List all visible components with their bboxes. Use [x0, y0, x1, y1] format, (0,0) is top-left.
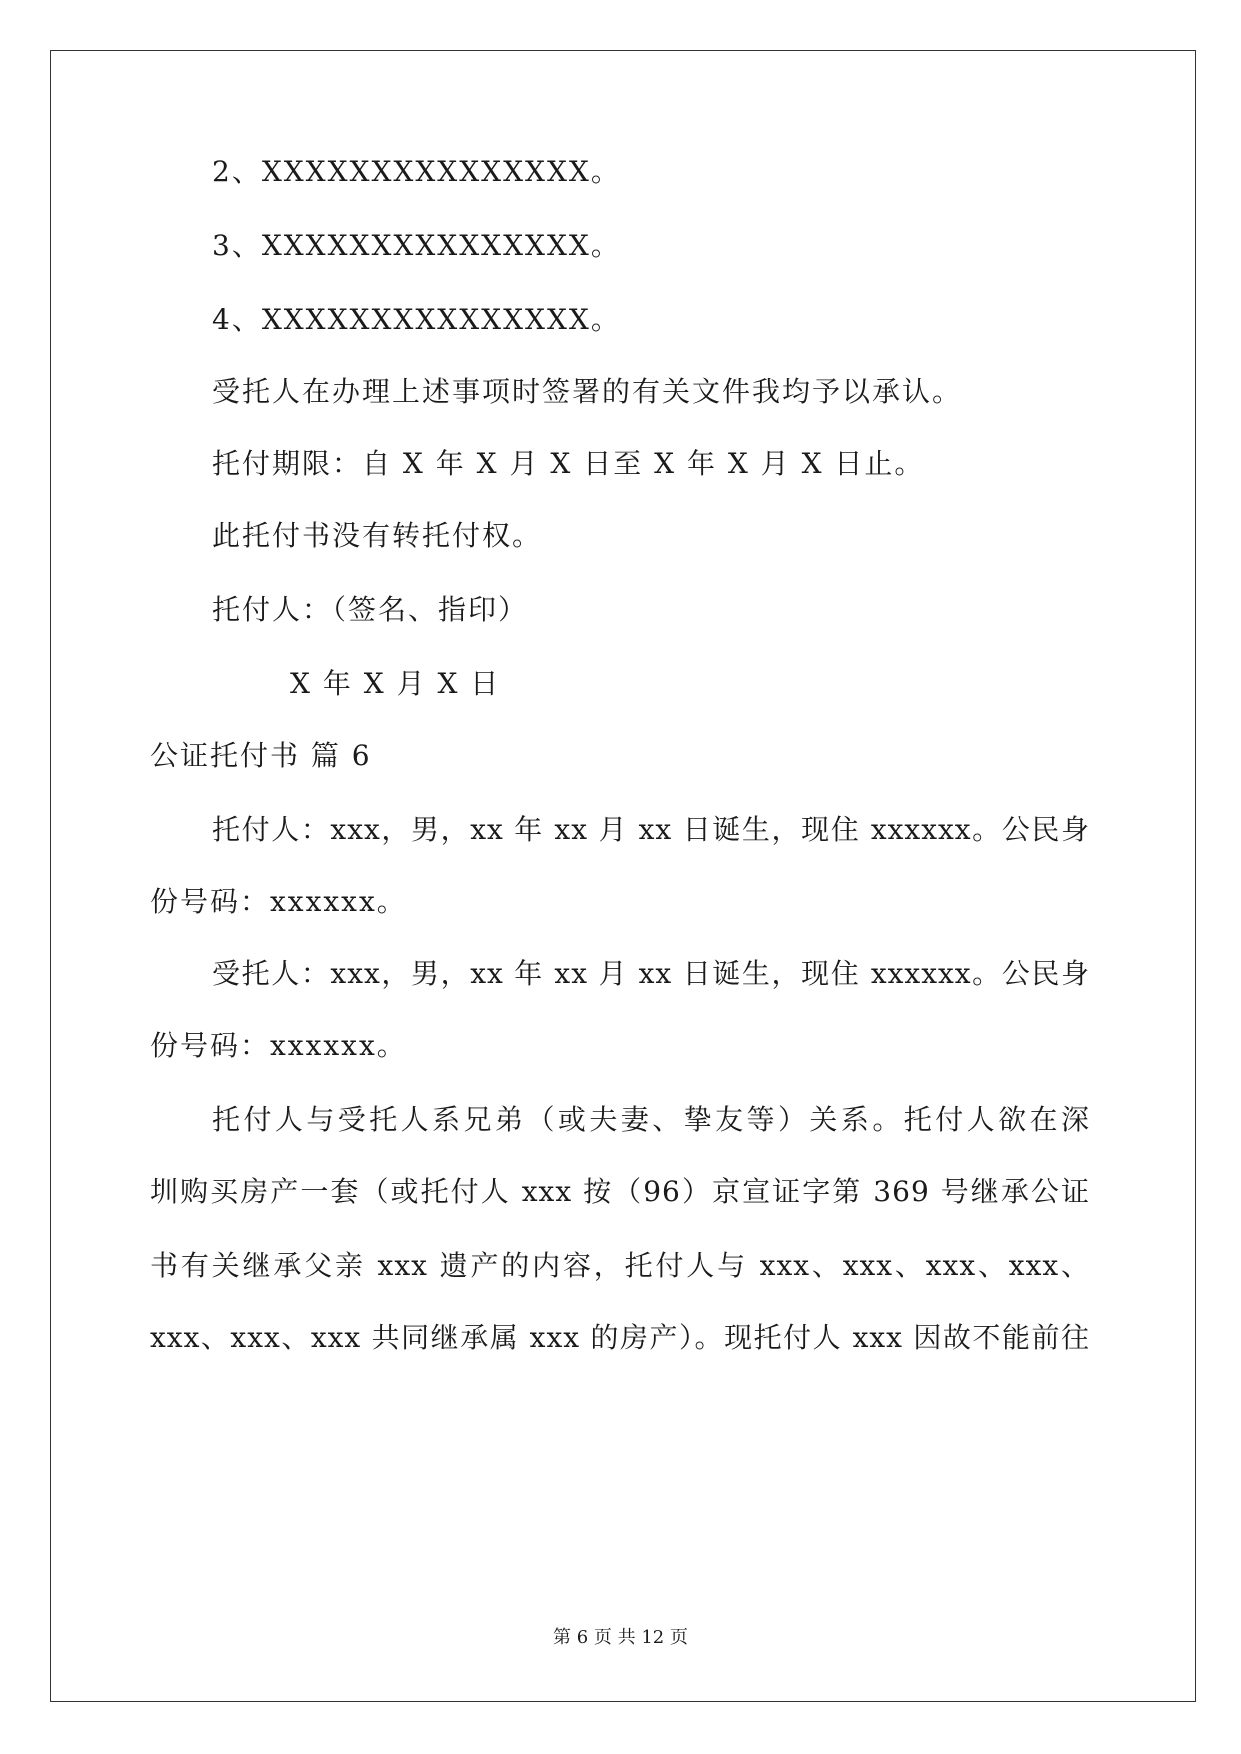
agent-info-line-1: 受托人：xxx，男，xx 年 xx 月 xx 日诞生，现住 xxxxxx。公民身 [212, 957, 1090, 990]
page-border [50, 50, 1196, 1702]
page-number: 第 6 页 共 12 页 [553, 1627, 688, 1648]
agent-info-line-2: 份号码：xxxxxx。 [150, 1029, 407, 1062]
body-paragraph-line-2: 圳购买房产一套（或托付人 xxx 按（96）京宣证字第 369 号继承公证 [150, 1175, 1090, 1208]
list-item-3: 3、XXXXXXXXXXXXXXX。 [212, 229, 621, 262]
section-heading: 公证托付书 篇 6 [150, 739, 372, 772]
list-item-2: 2、XXXXXXXXXXXXXXX。 [212, 155, 621, 188]
acknowledgement-paragraph: 受托人在办理上述事项时签署的有关文件我均予以承认。 [212, 375, 963, 408]
entrustment-period: 托付期限：自 X 年 X 月 X 日至 X 年 X 月 X 日止。 [212, 447, 925, 480]
no-subdelegation-clause: 此托付书没有转托付权。 [212, 519, 543, 552]
principal-info-line-1: 托付人：xxx，男，xx 年 xx 月 xx 日诞生，现住 xxxxxx。公民身 [212, 813, 1090, 846]
signature-line: 托付人：（签名、指印） [212, 593, 529, 626]
date-line: X 年 X 月 X 日 [290, 667, 501, 700]
body-paragraph-line-3: 书有关继承父亲 xxx 遗产的内容，托付人与 xxx、xxx、xxx、xxx、 [150, 1249, 1090, 1282]
body-paragraph-line-4: xxx、xxx、xxx 共同继承属 xxx 的房产）。现托付人 xxx 因故不能前往 [150, 1321, 1090, 1354]
body-paragraph-line-1: 托付人与受托人系兄弟（或夫妻、挚友等）关系。托付人欲在深 [212, 1103, 1090, 1136]
principal-info-line-2: 份号码：xxxxxx。 [150, 885, 407, 918]
list-item-4: 4、XXXXXXXXXXXXXXX。 [212, 303, 621, 336]
